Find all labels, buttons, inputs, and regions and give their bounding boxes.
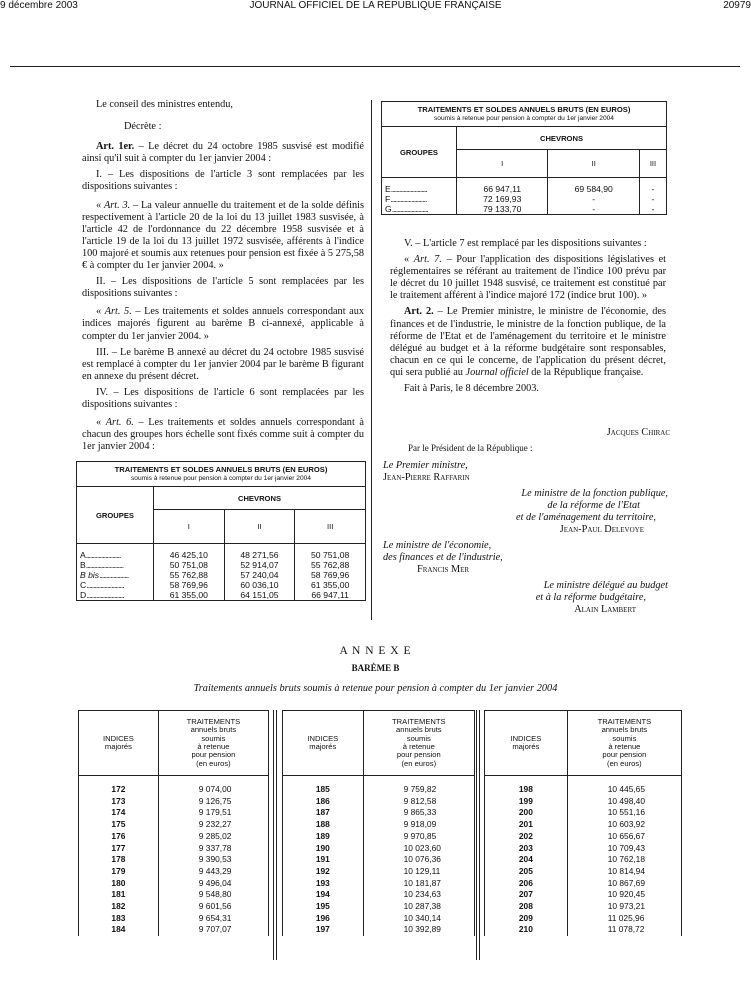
article-7-label: Art. 7.	[413, 254, 442, 266]
indice-cell: 193	[283, 878, 364, 890]
indice-cell: 192	[283, 866, 364, 878]
bareme-row	[79, 913, 269, 925]
table-2-title: TRAITEMENTS ET SOLDES ANNUELS BRUTS (EN EUROS)	[417, 105, 631, 114]
signature-block-budget: Le ministre délégué au budget et à la réforme budgétaire, Alain Lambert	[535, 580, 668, 615]
traitement-cell: 10 656,67	[607, 830, 645, 841]
bareme-table	[282, 710, 475, 936]
traitement-cell: 10 551,16	[607, 807, 645, 818]
column-divider	[371, 100, 372, 620]
table-separator	[273, 710, 274, 960]
bareme-row	[283, 924, 475, 936]
indice-cell: 185	[283, 784, 364, 796]
value-cell: -	[651, 184, 655, 194]
value-cell: 61 355,00	[311, 580, 350, 590]
indice-cell: 204	[485, 854, 568, 866]
table-row: G.......................... 79 133,70 - -	[382, 204, 667, 215]
bareme-row	[485, 807, 682, 819]
indice-cell: 188	[283, 819, 364, 831]
indice-cell: 208	[485, 901, 568, 913]
traitement-cell: 10 973,21	[607, 901, 645, 912]
indice-cell: 191	[283, 854, 364, 866]
bareme-row	[79, 901, 269, 913]
article-2-label: Art. 2.	[404, 306, 434, 318]
traitement-cell: 10 920,45	[607, 889, 645, 900]
bareme-row	[485, 831, 682, 843]
traitement-cell: 9 707,07	[198, 924, 232, 935]
indice-cell: 205	[485, 866, 568, 878]
bareme-row	[485, 843, 682, 855]
traitement-cell: 10 023,60	[403, 842, 441, 853]
fait-a-paris: Fait à Paris, le 8 décembre 2003.	[404, 383, 539, 395]
bareme-table	[78, 710, 269, 936]
table-separator	[276, 710, 277, 960]
indice-cell: 173	[79, 796, 159, 808]
table-separator	[479, 710, 480, 960]
traitement-cell: 9 601,56	[198, 901, 232, 912]
indice-cell: 194	[283, 889, 364, 901]
bareme-row	[485, 854, 682, 866]
bareme-row	[283, 843, 475, 855]
bareme-row	[283, 796, 475, 808]
traitement-cell: 9 390,53	[198, 854, 232, 865]
group-label: B bis	[80, 570, 100, 580]
bareme-row	[283, 878, 475, 890]
table-1-col-header: III	[295, 510, 366, 544]
table-2-col-header: I	[457, 150, 548, 178]
traitement-cell: 9 865,33	[403, 807, 437, 818]
indice-cell: 184	[79, 924, 159, 936]
indice-cell: 197	[283, 924, 364, 936]
traitement-cell: 10 181,87	[403, 877, 441, 888]
bareme-row	[283, 866, 475, 878]
value-cell: 60 036,10	[224, 580, 295, 590]
bareme-row	[485, 913, 682, 925]
traitement-cell: 10 234,63	[403, 889, 441, 900]
indices-header: INDICES majorés	[79, 711, 159, 776]
table-1-subtitle: soumis à retenue pour pension à compter du 1er janvier 2004	[131, 475, 311, 482]
header-page-number: 20979	[723, 0, 751, 11]
bareme-row	[79, 819, 269, 831]
traitement-cell: 10 814,94	[607, 865, 645, 876]
running-header	[0, 0, 751, 16]
indice-cell: 195	[283, 901, 364, 913]
hors-echelle-table-1	[76, 461, 366, 601]
traitement-cell: 10 287,38	[403, 901, 441, 912]
indice-cell: 174	[79, 807, 159, 819]
indice-cell: 180	[79, 878, 159, 890]
indice-cell: 201	[485, 819, 568, 831]
value-cell: 66 947,11	[457, 184, 548, 194]
table-1-chevrons-header: CHEVRONS	[154, 487, 366, 510]
traitement-cell: 10 129,11	[403, 865, 441, 876]
header-date: 9 décembre 2003	[0, 0, 78, 11]
group-label: B	[80, 560, 86, 570]
bareme-title: BARÈME B	[351, 663, 400, 673]
indice-cell: 181	[79, 889, 159, 901]
traitement-cell: 10 340,14	[403, 912, 441, 923]
indice-cell: 187	[283, 807, 364, 819]
indice-cell: 186	[283, 796, 364, 808]
indice-cell: 202	[485, 831, 568, 843]
value-cell: 58 769,96	[311, 570, 350, 580]
value-cell: -	[548, 204, 639, 215]
value-cell: 50 751,08	[311, 550, 350, 560]
group-label: C	[80, 580, 87, 590]
value-cell: -	[548, 194, 639, 204]
indice-cell: 172	[79, 784, 159, 796]
table-row: E.......................... 66 947,11 69 584,90 -	[382, 184, 667, 194]
table-2-subtitle: soumis à retenue pour pension à compter du 1er janvier 2004	[434, 115, 614, 122]
table-separator	[476, 710, 477, 960]
indice-cell: 210	[485, 924, 568, 936]
bareme-row	[79, 784, 269, 796]
traitement-cell: 10 867,69	[607, 877, 645, 888]
paragraph-II: II. – Les dispositions de l'article 5 sont remplacées par les dispositions suivantes :	[82, 276, 364, 300]
bareme-row	[283, 854, 475, 866]
value-cell: 64 151,05	[224, 590, 295, 601]
article-5-paragraph: « Art. 5. – Les traitements et soldes annuels correspondant aux indices majorés figurent au barème B ci-annexé, applicable à compter du 1er janvier 2004. »	[82, 306, 364, 342]
value-cell: 72 169,93	[457, 194, 548, 204]
article-3-paragraph: « Art. 3. – La valeur annuelle du traitement et de la solde définis respectivement à l'article 20 de la loi du 13 juillet 1983 susvisée, à l'article 42 de l'ordonnance du 22 décembre 1958 susvisée et à l'article 19 de la loi du 13 juillet 1972 susvisée, afférents à l'indice 100 majoré et soumis aux retenues pour pension est fixée à 5 275,58 € à compter du 1er janvier 2004. »	[82, 199, 364, 272]
traitement-cell: 10 076,36	[403, 854, 441, 865]
traitement-cell: 10 498,40	[607, 795, 645, 806]
table-1-col-header: I	[154, 510, 225, 544]
signature-president: Jacques Chirac	[606, 427, 670, 438]
value-cell: 69 584,90	[548, 184, 639, 194]
table-row: A......................... 46 425,10 48 271,56 50 751,08	[77, 550, 366, 560]
annexe-title: A N N E X E	[339, 645, 412, 657]
bareme-row	[283, 819, 475, 831]
value-cell: 57 240,04	[224, 570, 295, 580]
article-7-paragraph: « Art. 7. – Pour l'application des dispositions législatives et réglementaires se référant au traitement de l'indice 100 prévu par le décret du 10 juillet 1948 susvisé, ce traitement est constitué par le traitement afférent à l'indice majoré 172 (indice brut 100). »	[390, 254, 667, 302]
bareme-row	[79, 889, 269, 901]
signature-block-premier-ministre: Le Premier ministre, Jean-Pierre Raffarin	[383, 460, 470, 483]
conseil-paragraph: Le conseil des ministres entendu,	[96, 99, 233, 110]
indice-cell: 177	[79, 843, 159, 855]
table-2-groupes-header: GROUPES	[382, 127, 457, 178]
right-column	[390, 238, 666, 399]
group-label: A	[80, 550, 86, 560]
indice-cell: 182	[79, 901, 159, 913]
traitement-cell: 9 548,80	[198, 889, 232, 900]
bareme-row	[79, 807, 269, 819]
traitement-cell: 10 445,65	[607, 784, 645, 794]
bareme-row	[79, 878, 269, 890]
indice-cell: 207	[485, 889, 568, 901]
group-label: E	[385, 184, 391, 194]
table-row: B........................... 50 751,08 52 914,07 55 762,88	[77, 560, 366, 570]
bareme-row	[79, 831, 269, 843]
signature-block-economie: Le ministre de l'économie, des finances et de l'industrie, Francis Mer	[383, 540, 503, 575]
traitement-cell: 9 918,09	[403, 819, 437, 830]
article-6-label: Art. 6.	[105, 417, 134, 429]
article-2-paragraph: Art. 2. – Le Premier ministre, le ministre de l'économie, des finances et de l'industrie, le ministre de la fonction publique, de la réforme de l'Etat et de l'aménagement du territoire et le ministre délégué au budget et à la réforme budgétaire sont responsables, chacun en ce qui le concerne, de l'application du présent décret, qui sera publié au Journal officiel de la République française.	[390, 306, 667, 378]
article-6-paragraph: « Art. 6. – Les traitements et soldes annuels correspondant à chacun des groupes hors échelle sont fixés comme suit à compter du 1er janvier 2004 :	[82, 417, 365, 453]
traitement-cell: 10 392,89	[403, 924, 441, 935]
par-le-president: Par le Président de la République :	[408, 443, 533, 453]
traitements-header: TRAITEMENTS annuels bruts soumis à retenue pour pension (en euros)	[567, 711, 681, 776]
value-cell: 55 762,88	[154, 570, 225, 580]
bareme-row	[79, 843, 269, 855]
signature-block-fonction-publique: Le ministre de la fonction publique, de la réforme de l'Etat et de l'aménagement du territoire, Jean-Paul Delevoye	[516, 488, 668, 535]
traitement-cell: 10 762,18	[607, 854, 645, 865]
value-cell: 61 355,00	[154, 590, 225, 601]
table-2-chevrons-header: CHEVRONS	[457, 127, 667, 150]
traitement-cell: 9 970,85	[403, 830, 437, 841]
paragraph-V: V. – L'article 7 est remplacé par les dispositions suivantes :	[404, 238, 647, 249]
value-cell: -	[651, 204, 655, 214]
indice-cell: 198	[485, 784, 568, 796]
value-cell: 50 751,08	[154, 560, 225, 570]
indice-cell: 190	[283, 843, 364, 855]
bareme-row	[283, 784, 475, 796]
group-label: F	[385, 194, 391, 204]
indice-cell: 179	[79, 866, 159, 878]
traitement-cell: 9 232,27	[198, 819, 232, 830]
bareme-table	[484, 710, 682, 936]
traitement-cell: 11 078,72	[607, 924, 645, 935]
indice-cell: 183	[79, 913, 159, 925]
table-1-col-header: II	[224, 510, 295, 544]
table-2-col-header: II	[548, 150, 639, 178]
bareme-row	[485, 889, 682, 901]
traitement-cell: 9 443,29	[198, 865, 232, 876]
bareme-row	[283, 831, 475, 843]
bareme-row	[485, 924, 682, 936]
indice-cell: 178	[79, 854, 159, 866]
indice-cell: 189	[283, 831, 364, 843]
annexe-caption: Traitements annuels bruts soumis à retenue pour pension à compter du 1er janvier 2004	[193, 683, 558, 694]
value-cell: 55 762,88	[311, 560, 350, 570]
indice-cell: 175	[79, 819, 159, 831]
indice-cell: 176	[79, 831, 159, 843]
bareme-row	[79, 796, 269, 808]
paragraph-III: III. – Le barème B annexé au décret du 24 octobre 1985 susvisé est remplacé à compter du 1er janvier 2004 par le barème B figurant en annexe du présent décret.	[82, 346, 364, 382]
traitements-header: TRAITEMENTS annuels bruts soumis à retenue pour pension (en euros)	[363, 711, 474, 776]
table-1-groupes-header: GROUPES	[77, 487, 154, 544]
header-rule	[10, 66, 740, 67]
bareme-row	[485, 878, 682, 890]
bareme-row	[283, 889, 475, 901]
bareme-row	[485, 866, 682, 878]
paragraph-I: I. – Les dispositions de l'article 3 sont remplacées par les dispositions suivantes :	[82, 169, 364, 193]
indice-cell: 209	[485, 913, 568, 925]
indice-cell: 200	[485, 807, 568, 819]
bareme-row	[79, 866, 269, 878]
article-1-label: Art. 1er.	[96, 141, 135, 153]
value-cell: 48 271,56	[224, 550, 295, 560]
article-1-paragraph: Art. 1er. – Le décret du 24 octobre 1985 susvisé est modifié ainsi qu'il suit à compter du 1er janvier 2004 :	[82, 141, 364, 165]
value-cell: 66 947,11	[311, 590, 349, 600]
bareme-row	[283, 901, 475, 913]
traitement-cell: 9 126,75	[198, 795, 232, 806]
traitement-cell: 9 179,51	[198, 807, 232, 818]
traitement-cell: 9 285,02	[198, 830, 232, 841]
group-label: G	[385, 204, 392, 214]
traitement-cell: 10 603,92	[607, 819, 645, 830]
indice-cell: 196	[283, 913, 364, 925]
value-cell: 52 914,07	[224, 560, 295, 570]
decrete-line: Décrète :	[124, 121, 162, 133]
value-cell: 79 133,70	[457, 204, 548, 215]
value-cell: 58 769,96	[154, 580, 225, 590]
indices-header: INDICES majorés	[283, 711, 364, 776]
article-3-label: Art. 3.	[103, 199, 131, 211]
traitement-cell: 9 654,31	[198, 912, 232, 923]
traitement-cell: 9 812,58	[403, 795, 437, 806]
traitement-cell: 9 759,82	[403, 784, 437, 794]
bareme-row	[79, 854, 269, 866]
bareme-row	[485, 819, 682, 831]
hors-echelle-table-2	[381, 101, 667, 215]
table-row: F.......................... 72 169,93 - -	[382, 194, 667, 204]
indice-cell: 199	[485, 796, 568, 808]
table-row: D........................... 61 355,00 64 151,05 66 947,11	[77, 590, 366, 601]
bareme-row	[485, 784, 682, 796]
value-cell: -	[651, 194, 655, 204]
table-2-col-header: III	[639, 150, 666, 178]
traitements-header: TRAITEMENTS annuels bruts soumis à retenue pour pension (en euros)	[158, 711, 268, 776]
bareme-row	[485, 796, 682, 808]
traitement-cell: 9 337,78	[198, 842, 232, 853]
paragraph-IV: IV. – Les dispositions de l'article 6 sont remplacées par les dispositions suivantes :	[82, 386, 364, 410]
group-label: D	[80, 590, 87, 600]
bareme-row	[283, 807, 475, 819]
traitement-cell: 10 709,43	[607, 842, 645, 853]
value-cell: 46 425,10	[154, 550, 225, 560]
traitement-cell: 9 496,04	[198, 877, 232, 888]
indice-cell: 206	[485, 878, 568, 890]
traitement-cell: 9 074,00	[198, 784, 232, 794]
table-1-title: TRAITEMENTS ET SOLDES ANNUELS BRUTS (EN EUROS)	[114, 465, 328, 474]
left-column	[82, 99, 364, 457]
bareme-row	[485, 901, 682, 913]
table-row: C........................... 58 769,96 60 036,10 61 355,00	[77, 580, 366, 590]
bareme-row	[283, 913, 475, 925]
traitement-cell: 11 025,96	[607, 912, 645, 923]
article-5-label: Art. 5.	[104, 306, 132, 318]
header-journal-title: JOURNAL OFFICIEL DE LA RÉPUBLIQUE FRANÇAISE	[249, 0, 502, 11]
table-row: B bis..................... 55 762,88 57 240,04 58 769,96	[77, 570, 366, 580]
indices-header: INDICES majorés	[485, 711, 568, 776]
bareme-row	[79, 924, 269, 936]
indice-cell: 203	[485, 843, 568, 855]
